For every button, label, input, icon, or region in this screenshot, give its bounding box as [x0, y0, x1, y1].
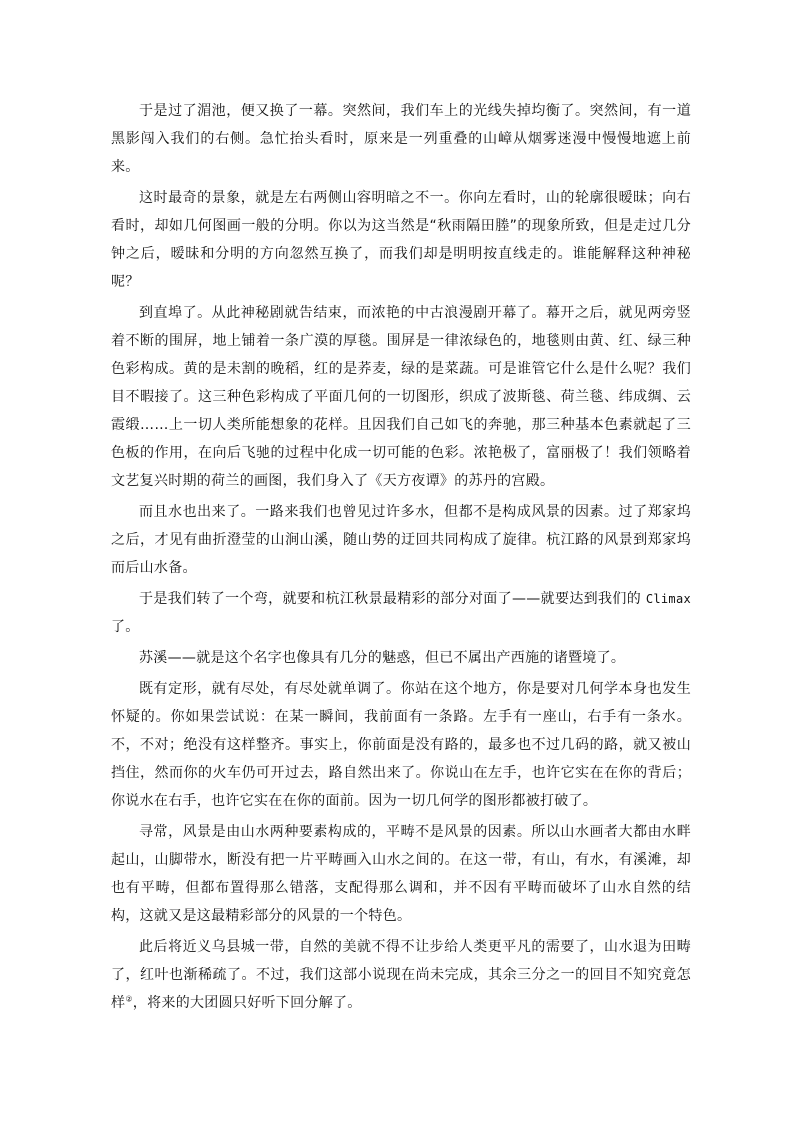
climax-word: Climax: [645, 592, 691, 606]
paragraph-9-end: ，将来的大团圆只好听下回分解了。: [132, 995, 362, 1011]
paragraph-9: [111, 933, 691, 1017]
paragraph-5-end: 了。: [111, 619, 140, 635]
paragraph-5-text: 于是我们转了一个弯，就要和杭江秋景最精彩的部分对面了——就要达到我们的: [139, 591, 646, 607]
paragraph-9-text: 此后将近义乌县城一带，自然的美就不得不让步给人类更平凡的需要了，山水退为田畴了，红叶也渐稀疏了。不过，我们这部小说现在尚未完成，其余三分之一的回目不知究竟怎样: [111, 939, 691, 1011]
paragraph-5: [111, 585, 691, 641]
paragraph-6: 苏溪——就是这个名字也像具有几分的魅惑，但已不属出产西施的诸暨境了。: [139, 650, 626, 666]
footnote-marker: ②: [125, 994, 133, 1004]
paragraph-3: 到直埠了。从此神秘剧就告结束，而浓艳的中古浪漫剧开幕了。幕开之后，就见两旁竖着不断的围屏，地上铺着一条广漠的厚毯。围屏是一律浓绿色的，地毯则由黄、红、绿三种色彩构成。黄的是未割的晚稻，红的是荞麦，绿的是菜蔬。可是谁管它什么是什么呢？我们目不暇接了。这三种色彩构成了平面几何的一切图形，织成了波斯毯、荷兰毯、纬成绸、云霞缎……上一切人类所能想象的花样。且因我们自己如飞的奔驰，那三种基本色素就起了三色板的作用，在向后飞驰的过程中化成一切可能的色彩。浓艳极了，富丽极了！我们领略着文艺复兴时期的荷兰的画图，我们身入了《天方夜谭》的苏丹的宫殿。: [111, 305, 691, 489]
paragraph-8: 寻常，风景是由山水两种要素构成的，平畴不是风景的因素。所以山水画者大都由水畔起山，山脚带水，断没有把一片平畴画入山水之间的。在这一带，有山，有水，有溪滩，却也有平畴，但都布置得那么错落，支配得那么调和，并不因有平畴而破坏了山水自然的结构，这就又是这最精彩部分的风景的一个特色。: [111, 824, 691, 924]
paragraph-4: 而且水也出来了。一路来我们也曾见过许多水，但都不是构成风景的因素。过了郑家坞之后，才见有曲折澄莹的山涧山溪，随山势的迂回共同构成了旋律。杭江路的风景到郑家坞而后山水备。: [111, 504, 691, 576]
document-page: [111, 97, 691, 1020]
paragraph-1: 于是过了湄池，便又换了一幕。突然间，我们车上的光线失掉均衡了。突然间，有一道黑影闯入我们的右侧。急忙抬头看时，原来是一列重叠的山嶂从烟雾迷漫中慢慢地遮上前来。: [111, 103, 691, 175]
paragraph-7: 既有定形，就有尽处，有尽处就单调了。你站在这个地方，你是要对几何学本身也发生怀疑的。你如果尝试说：在某一瞬间，我前面有一条路。左手有一座山，右手有一条水。不，不对；绝没有这样整齐。事实上，你前面是没有路的，最多也不过几码的路，就又被山挡住，然而你的火车仍可开过去，路自然出来了。你说山在左手，也许它实在在你的背后；你说水在右手，也许它实在在你的面前。因为一切几何学的图形都被打破了。: [111, 681, 691, 809]
paragraph-2: 这时最奇的景象，就是左右两侧山容明暗之不一。你向左看时，山的轮廓很暧昧；向右看时，却如几何图画一般的分明。你以为这当然是“秋雨隔田塍”的现象所致，但是走过几分钟之后，暧昧和分明的方向忽然互换了，而我们却是明明按直线走的。谁能解释这种神秘呢？: [111, 190, 691, 290]
